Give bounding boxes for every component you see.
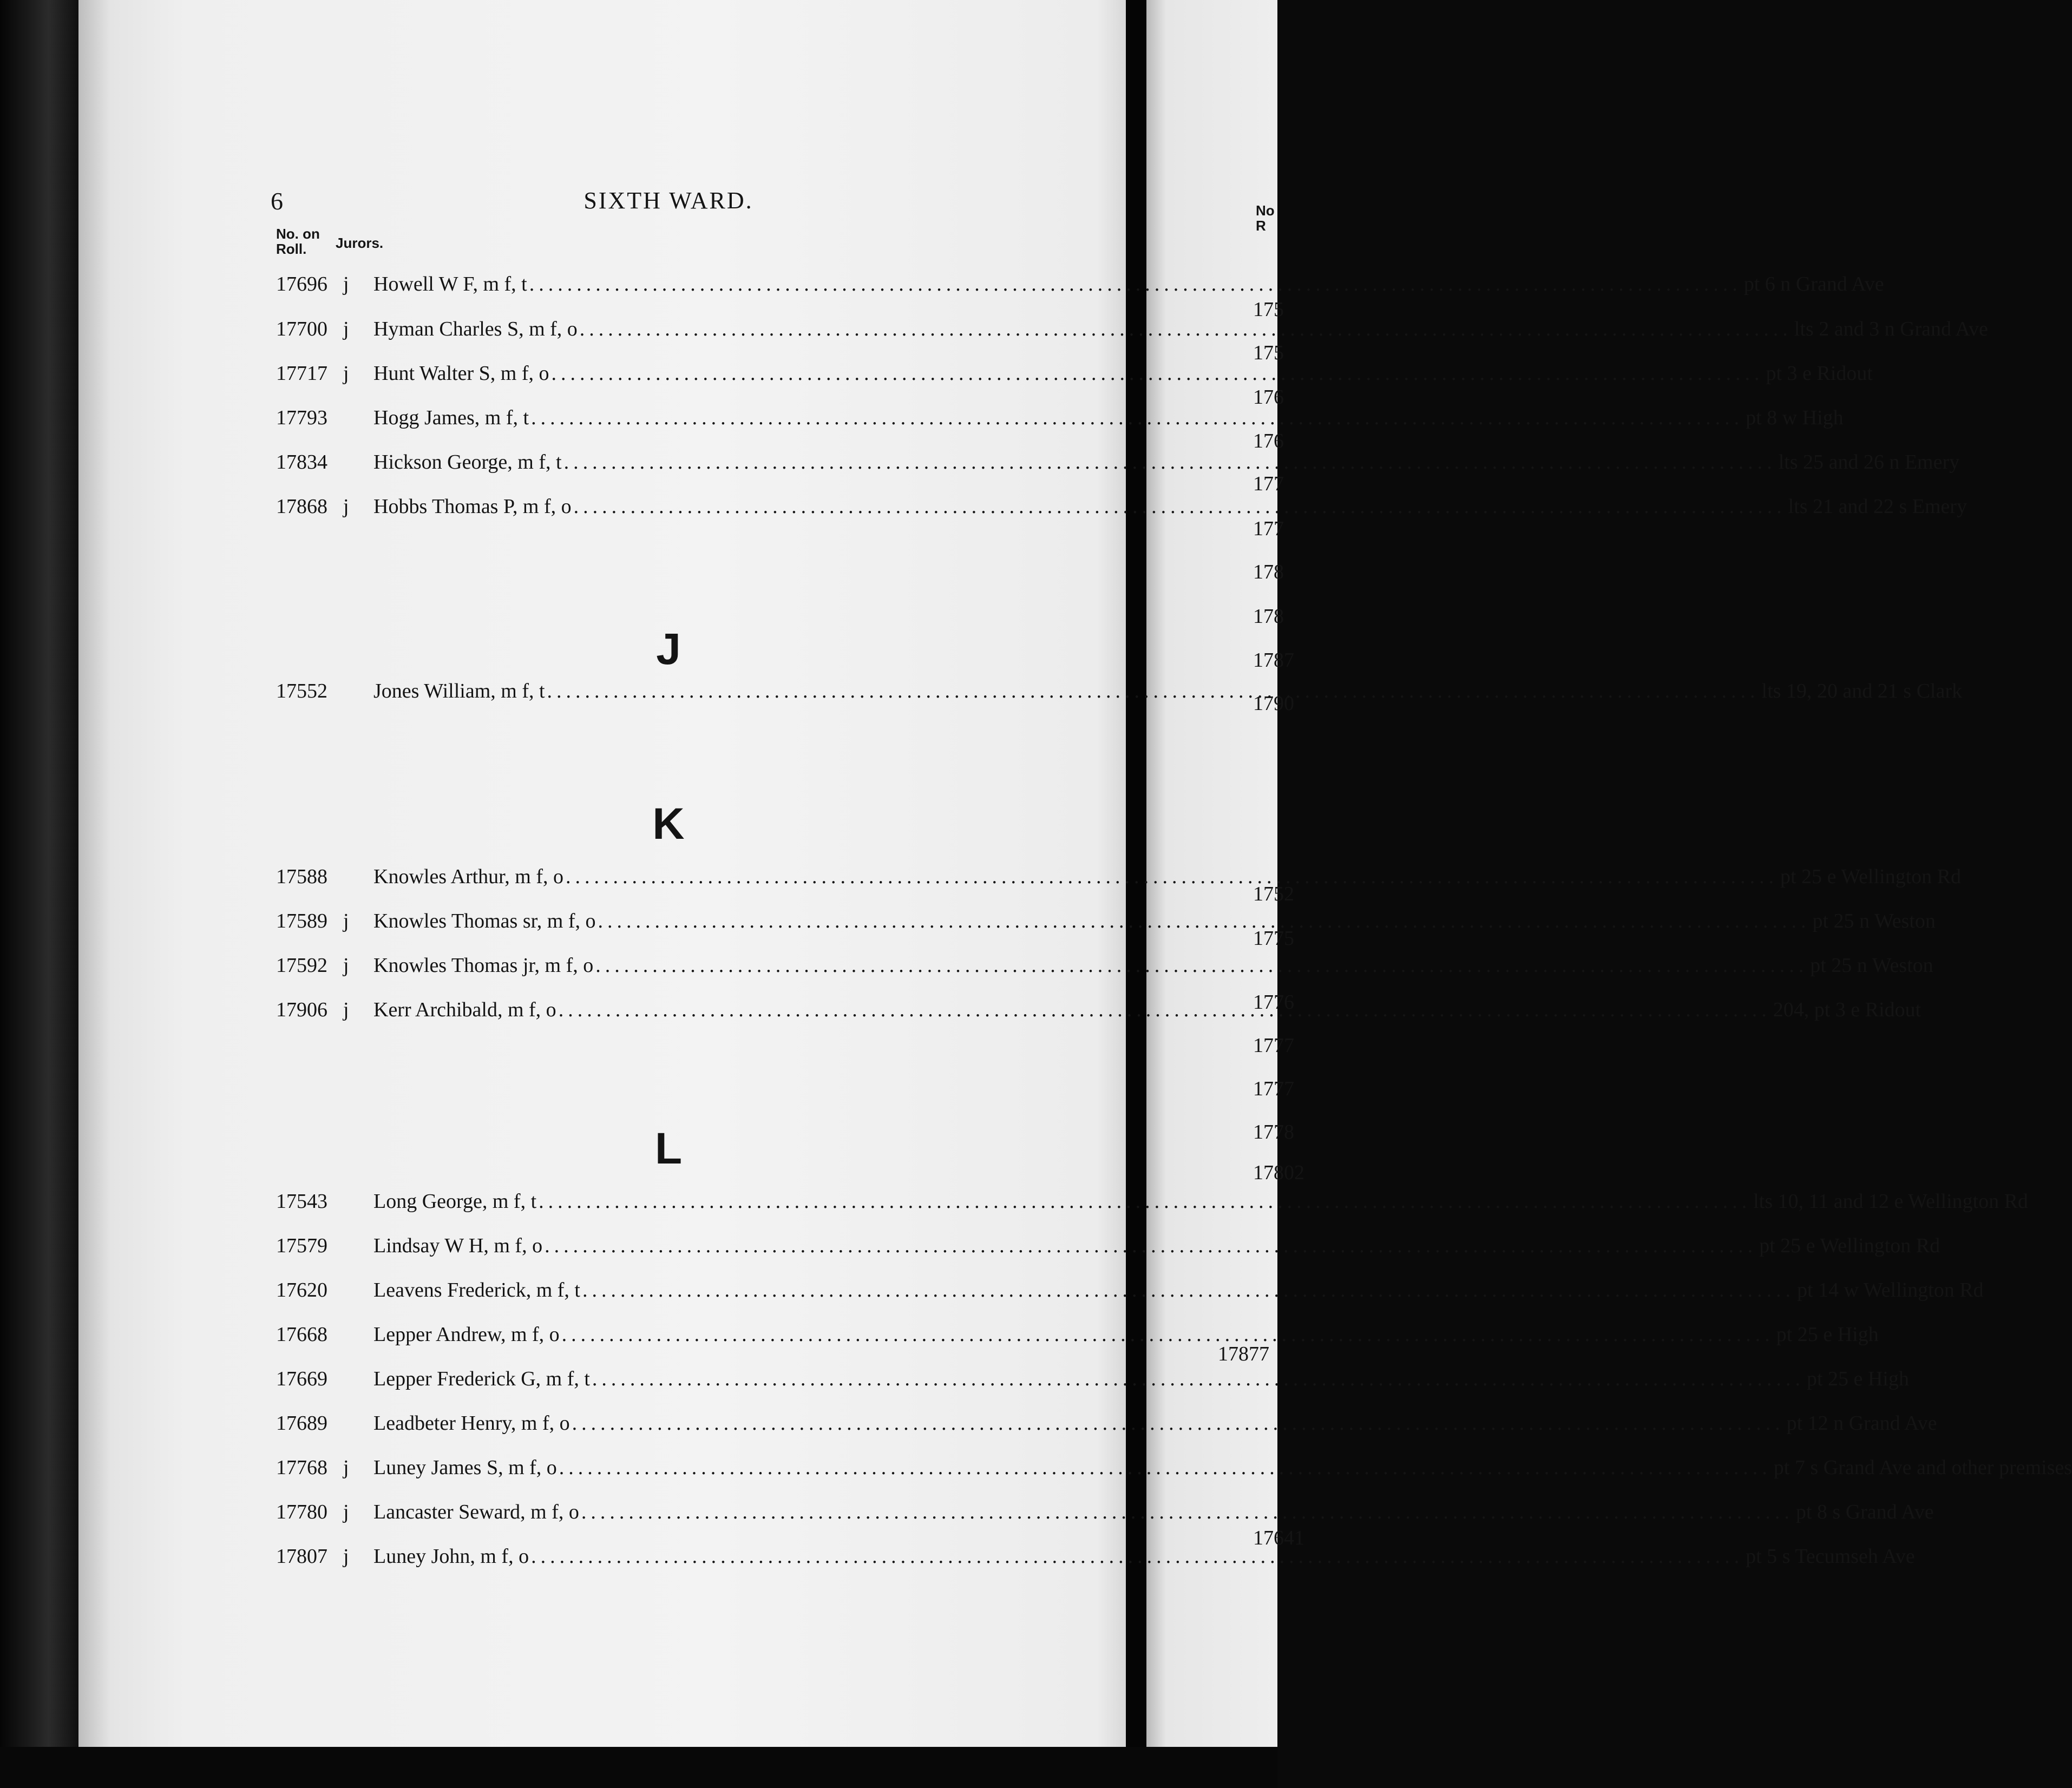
property-location: pt 25 n Weston [1810, 954, 1933, 977]
column-headings [276, 226, 493, 259]
property-location: pt 25 e Wellington Rd [1759, 1234, 1940, 1257]
roll-number: 17834 [276, 451, 327, 474]
property-location: pt 12 n Grand Ave [1786, 1412, 1937, 1435]
roll-entry [276, 1363, 1909, 1395]
juror-mark: j [343, 318, 349, 340]
property-location: pt 25 e High [1776, 1323, 1879, 1346]
page-header [271, 187, 1066, 219]
facing-roll-fragment: 17802 [1253, 1161, 1304, 1184]
elector-name: Leavens Frederick, m f, t [373, 1279, 580, 1301]
roll-number: 17579 [276, 1234, 327, 1257]
roll-entry [276, 1230, 1940, 1262]
roll-entry [276, 905, 1936, 937]
facing-roll-fragment: 1752 [1253, 883, 1294, 905]
leader-dots [560, 1318, 1776, 1351]
property-location: pt 7 s Grand Ave and other premises [1773, 1456, 2072, 1479]
juror-mark: j [343, 910, 349, 932]
facing-roll-fragment: 176 [1253, 386, 1284, 409]
facing-roll-fragment: 175 [1253, 341, 1284, 364]
elector-name: Lepper Frederick G, m f, t [373, 1368, 590, 1390]
leader-dots [557, 1451, 1774, 1484]
roll-entry [276, 1451, 2072, 1484]
roll-number: 17768 [276, 1456, 327, 1479]
roll-number: 17717 [276, 362, 327, 385]
property-location: lts 10, 11 and 12 e Wellington Rd [1753, 1190, 2028, 1213]
property-location: pt 14 w Wellington Rd [1796, 1279, 1984, 1301]
roll-number: 17793 [276, 406, 327, 429]
roll-entry [276, 949, 1933, 982]
leader-dots [570, 1407, 1787, 1439]
property-location: pt 25 e Wellington Rd [1780, 865, 1962, 888]
elector-name: Leadbeter Henry, m f, o [373, 1412, 570, 1435]
property-location: pt 8 w High [1746, 406, 1844, 429]
roll-entry [276, 1407, 1937, 1439]
elector-name: Knowles Thomas jr, m f, o [373, 954, 594, 977]
elector-name: Luney John, m f, o [373, 1545, 529, 1568]
leader-dots [529, 1540, 1746, 1573]
roll-number: 17868 [276, 495, 327, 518]
elector-name: Hickson George, m f, t [373, 451, 562, 474]
property-location: lts 25 and 26 n Emery [1778, 451, 1960, 474]
elector-name: Lancaster Seward, m f, o [373, 1501, 579, 1523]
juror-mark: j [343, 954, 349, 977]
facing-roll-fragment: 177 [1253, 517, 1284, 540]
facing-roll-fragment: 175 [1253, 298, 1284, 321]
elector-name: Luney James S, m f, o [373, 1456, 557, 1479]
roll-number: 17689 [276, 1412, 327, 1435]
roll-entry [276, 1540, 1915, 1573]
property-location: 204, pt 3 e Ridout [1773, 998, 1922, 1021]
property-location: lts 21 and 22 s Emery [1788, 495, 1967, 518]
section-letter: L [654, 1124, 683, 1173]
juror-mark: j [343, 495, 349, 518]
property-location: pt 25 n Weston [1812, 910, 1936, 932]
leader-dots [529, 402, 1746, 434]
property-location: pt 5 s Tecumseh Ave [1746, 1545, 1915, 1568]
elector-name: Long George, m f, t [373, 1190, 537, 1213]
leader-dots [549, 357, 1766, 390]
facing-column-heading: No R [1256, 202, 1275, 234]
roll-number: 17668 [276, 1323, 327, 1346]
elector-name: Lepper Andrew, m f, o [373, 1323, 560, 1346]
roll-number: 17552 [276, 680, 327, 702]
scan-border [0, 1747, 1277, 1788]
leader-dots [545, 675, 1762, 707]
roll-entry [276, 268, 1884, 300]
juror-mark: j [343, 1501, 349, 1523]
juror-mark: j [343, 1545, 349, 1568]
facing-roll-fragment: 1778 [1253, 1121, 1294, 1143]
roll-entry [276, 402, 1844, 434]
section-letter: J [656, 625, 681, 674]
roll-number: 17543 [276, 1190, 327, 1213]
property-location: pt 6 n Grand Ave [1743, 273, 1884, 295]
property-location: lts 2 and 3 n Grand Ave [1794, 318, 1988, 340]
property-location: lts 19, 20 and 21 s Clark [1761, 680, 1963, 702]
roll-entry [276, 1274, 1984, 1306]
roll-number: 17669 [276, 1368, 327, 1390]
roll-number: 17906 [276, 998, 327, 1021]
leader-dots [536, 1185, 1753, 1218]
leader-dots [572, 490, 1788, 523]
leader-dots [580, 1274, 1797, 1306]
leader-dots [556, 994, 1773, 1026]
elector-name: Howell W F, m f, t [373, 273, 527, 295]
elector-name: Knowles Arthur, m f, o [373, 865, 563, 888]
leader-dots [590, 1363, 1807, 1395]
roll-number: 17700 [276, 318, 327, 340]
elector-name: Hogg James, m f, t [373, 406, 529, 429]
facing-roll-fragment: 1775 [1253, 927, 1294, 950]
leader-dots [563, 860, 1780, 893]
juror-mark: j [343, 998, 349, 1021]
facing-roll-fragment: 17877 [1218, 1343, 1269, 1365]
facing-roll-fragment: 1777 [1253, 1034, 1294, 1057]
roll-entry [276, 446, 1960, 478]
leader-dots [527, 268, 1744, 300]
jurors-column-heading: Jurors. [336, 235, 384, 251]
elector-name: Kerr Archibald, m f, o [373, 998, 556, 1021]
facing-roll-fragment: 17641 [1253, 1527, 1304, 1549]
leader-dots [579, 1496, 1796, 1528]
juror-mark: j [343, 362, 349, 385]
leader-dots [593, 949, 1810, 982]
property-location: pt 8 s Grand Ave [1795, 1501, 1934, 1523]
facing-roll-fragment: 178 [1253, 605, 1284, 628]
roll-number: 17589 [276, 910, 327, 932]
elector-name: Hyman Charles S, m f, o [373, 318, 578, 340]
juror-mark: j [343, 1456, 349, 1479]
elector-name: Hunt Walter S, m f, o [373, 362, 549, 385]
roll-entry [276, 860, 1962, 893]
facing-roll-fragment: 177 [1253, 472, 1284, 495]
elector-name: Lindsay W H, m f, o [373, 1234, 543, 1257]
facing-roll-fragment: 176 [1253, 430, 1284, 452]
facing-roll-fragment: 1777 [1253, 1077, 1294, 1100]
roll-number: 17620 [276, 1279, 327, 1301]
elector-name: Knowles Thomas sr, m f, o [373, 910, 596, 932]
facing-roll-fragment: 178 [1253, 561, 1284, 583]
book-spine [0, 0, 81, 1788]
roll-number: 17696 [276, 273, 327, 295]
elector-name: Hobbs Thomas P, m f, o [373, 495, 572, 518]
roll-number: 17780 [276, 1501, 327, 1523]
page-number: 6 [271, 187, 283, 215]
roll-entry [276, 490, 1967, 523]
roll-number: 17592 [276, 954, 327, 977]
elector-name: Jones William, m f, t [373, 680, 545, 702]
property-location: pt 25 e High [1806, 1368, 1909, 1390]
leader-dots [542, 1230, 1759, 1262]
leader-dots [595, 905, 1812, 937]
roll-number: 17588 [276, 865, 327, 888]
running-head: SIXTH WARD. [583, 187, 753, 214]
leader-dots [578, 313, 1794, 345]
facing-roll-fragment: 1787 [1253, 649, 1294, 672]
roll-column-heading: No. on Roll. [276, 226, 320, 257]
roll-entry [276, 1185, 2028, 1218]
property-location: pt 3 e Ridout [1766, 362, 1873, 385]
roll-number: 17807 [276, 1545, 327, 1568]
facing-roll-fragment: 1790 [1253, 692, 1294, 715]
juror-mark: j [343, 273, 349, 295]
section-letter: K [652, 799, 685, 849]
leader-dots [562, 446, 1779, 478]
roll-entry [276, 357, 1873, 390]
facing-roll-fragment: 1776 [1253, 991, 1294, 1014]
roll-entry [276, 1496, 1934, 1528]
roll-entry [276, 1318, 1879, 1351]
roll-entry [276, 313, 1988, 345]
